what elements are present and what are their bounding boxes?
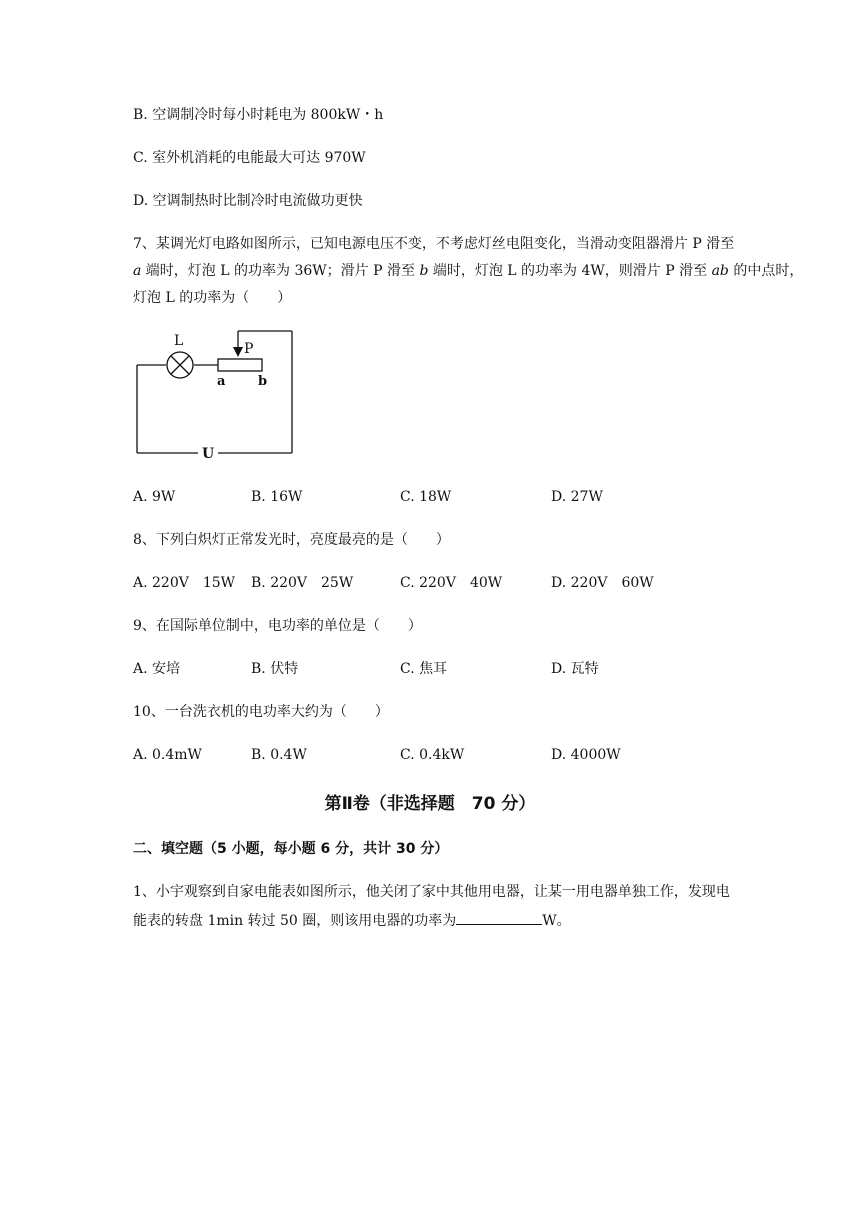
q8-option-a: A. 220V 15W — [133, 575, 236, 591]
q8-stem: 8、下列白炽灯正常发光时，亮度最亮的是（ ） — [133, 532, 450, 548]
q10-option-a: A. 0.4mW — [133, 747, 202, 763]
q7-stem-line2 — [133, 262, 803, 280]
slider-arrow-icon — [233, 347, 243, 357]
q7-circuit-diagram — [130, 325, 300, 465]
q9-stem: 9、在国际单位制中，电功率的单位是（ ） — [133, 618, 422, 634]
fill1-line2-end: W。 — [542, 913, 571, 929]
q10-option-d: D. 4000W — [551, 747, 621, 763]
q9-option-b: B. 伏特 — [251, 661, 299, 677]
label-end-a: a — [217, 374, 226, 389]
fill1-answer-blank[interactable] — [456, 910, 542, 925]
q7-var-ab: ab — [711, 263, 729, 279]
q8-option-d: D. 220V 60W — [551, 575, 654, 591]
q6-option-d: D. 空调制热时比制冷时电流做功更快 — [133, 193, 363, 209]
section2-title: 二、填空题（5 小题，每小题 6 分，共计 30 分） — [133, 841, 449, 857]
q7-stem-line2-part3: 的中点时， — [728, 263, 804, 279]
q7-var-a: a — [133, 263, 142, 279]
fill1-line2-start: 能表的转盘 1min 转过 50 圈，则该用电器的功率为 — [133, 913, 457, 929]
q7-stem-line3: 灯泡 L 的功率为（ ） — [133, 290, 292, 306]
q9-option-a: A. 安培 — [133, 661, 181, 677]
q10-stem: 10、一台洗衣机的电功率大约为（ ） — [133, 704, 389, 720]
label-end-b: b — [258, 374, 268, 389]
q7-stem-line2-part1: 端时，灯泡 L 的功率为 36W；滑片 P 滑至 — [141, 263, 420, 279]
q10-option-c: C. 0.4kW — [400, 747, 465, 763]
q6-option-b: B. 空调制冷时每小时耗电为 800kW・h — [133, 107, 384, 123]
rheostat-icon — [218, 359, 262, 371]
fill1-line2 — [133, 910, 571, 930]
q8-option-b: B. 220V 25W — [251, 575, 354, 591]
q9-option-c: C. 焦耳 — [400, 661, 448, 677]
q6-option-c: C. 室外机消耗的电能最大可达 970W — [133, 150, 366, 166]
q10-option-b: B. 0.4W — [251, 747, 307, 763]
q7-stem-line2-part2: 端时，灯泡 L 的功率为 4W，则滑片 P 滑至 — [428, 263, 712, 279]
label-lamp: L — [174, 333, 184, 349]
label-slider: P — [244, 341, 254, 357]
label-source: U — [202, 446, 215, 462]
q7-option-d: D. 27W — [551, 489, 603, 505]
part2-title: 第Ⅱ卷（非选择题 70 分） — [324, 794, 536, 814]
q7-option-b: B. 16W — [251, 489, 303, 505]
q8-option-c: C. 220V 40W — [400, 575, 503, 591]
q7-option-c: C. 18W — [400, 489, 452, 505]
q7-var-b: b — [419, 263, 429, 279]
q7-stem-line1: 7、某调光灯电路如图所示，已知电源电压不变，不考虑灯丝电阻变化，当滑动变阻器滑片 P 滑至 — [133, 236, 735, 252]
fill1-line1: 1、小宇观察到自家电能表如图所示，他关闭了家中其他用电器，让某一用电器单独工作，发现电 — [133, 884, 730, 900]
q7-option-a: A. 9W — [133, 489, 176, 505]
q9-option-d: D. 瓦特 — [551, 661, 599, 677]
